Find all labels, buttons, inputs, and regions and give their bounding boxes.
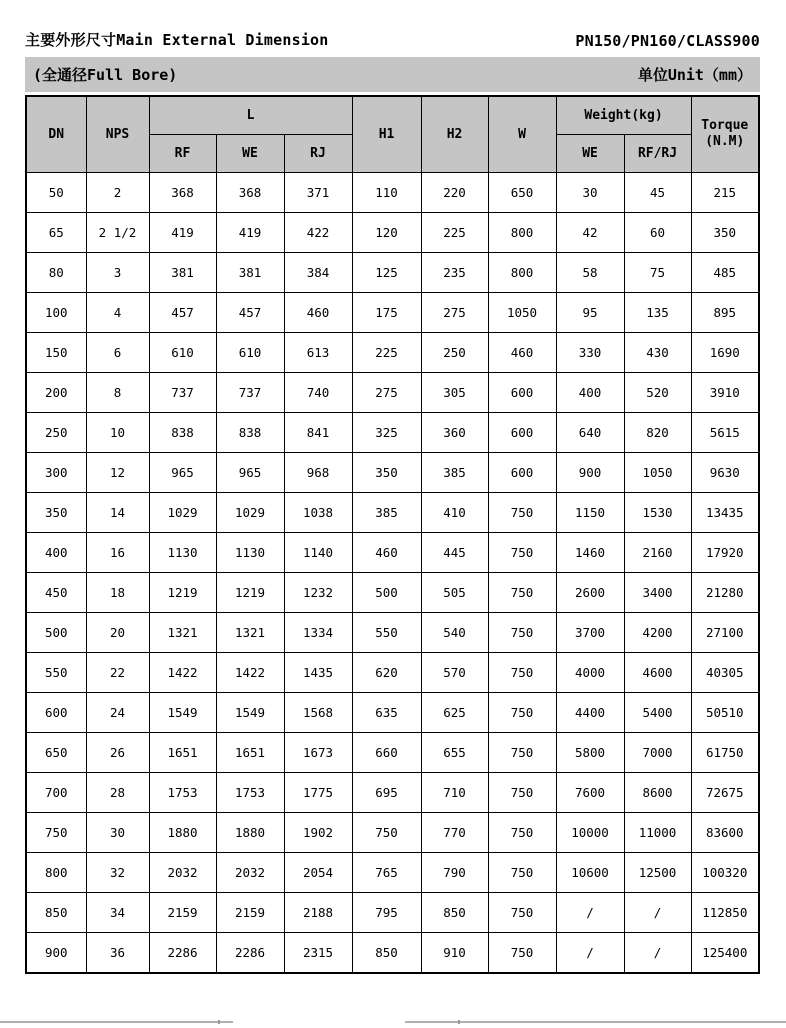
table-cell: 850 — [26, 892, 86, 932]
table-cell: 1673 — [284, 732, 352, 772]
table-cell: 8 — [86, 372, 149, 412]
table-cell: 610 — [149, 332, 216, 372]
table-cell: 650 — [26, 732, 86, 772]
col-header-l-rj: RJ — [284, 134, 352, 172]
table-cell: 12500 — [624, 852, 691, 892]
bore-type-label: (全通径Full Bore) — [33, 66, 178, 84]
table-cell: 695 — [352, 772, 421, 812]
table-row — [26, 852, 759, 892]
col-group-weight: Weight(kg) — [556, 96, 691, 134]
table-cell: 2160 — [624, 532, 691, 572]
table-cell: 1130 — [216, 532, 284, 572]
table-cell: 740 — [284, 372, 352, 412]
table-cell: 120 — [352, 212, 421, 252]
table-cell: 710 — [421, 772, 488, 812]
table-cell: 422 — [284, 212, 352, 252]
table-cell: 450 — [26, 572, 86, 612]
table-cell: 1029 — [216, 492, 284, 532]
table-cell: 2188 — [284, 892, 352, 932]
table-cell: 368 — [216, 172, 284, 212]
table-cell: / — [624, 892, 691, 932]
table-cell: 635 — [352, 692, 421, 732]
col-header-torque — [691, 96, 759, 172]
next-section-top-rule-left — [0, 1021, 233, 1023]
table-cell: 2315 — [284, 932, 352, 973]
table-row — [26, 692, 759, 732]
table-cell: 660 — [352, 732, 421, 772]
table-cell: 2 — [86, 172, 149, 212]
table-cell: 1334 — [284, 612, 352, 652]
table-cell: 790 — [421, 852, 488, 892]
table-cell: 6 — [86, 332, 149, 372]
table-cell: 12 — [86, 452, 149, 492]
table-cell: 112850 — [691, 892, 759, 932]
table-cell: 330 — [556, 332, 624, 372]
table-cell: 10000 — [556, 812, 624, 852]
col-header-w: W — [488, 96, 556, 172]
table-cell: 40305 — [691, 652, 759, 692]
table-cell: 3700 — [556, 612, 624, 652]
table-cell: 65 — [26, 212, 86, 252]
table-cell: 910 — [421, 932, 488, 973]
table-cell: 4600 — [624, 652, 691, 692]
table-cell: 1530 — [624, 492, 691, 532]
table-cell: 225 — [421, 212, 488, 252]
table-cell: 968 — [284, 452, 352, 492]
table-cell: 36 — [86, 932, 149, 973]
table-header — [26, 96, 759, 172]
table-cell: 613 — [284, 332, 352, 372]
unit-label: 单位Unit（mm） — [637, 66, 752, 84]
table-cell: / — [556, 932, 624, 973]
table-cell: 5615 — [691, 412, 759, 452]
table-cell: 300 — [26, 452, 86, 492]
table-cell: 42 — [556, 212, 624, 252]
table-cell: 700 — [26, 772, 86, 812]
torque-label-line1: Torque — [701, 118, 749, 133]
table-cell: 235 — [421, 252, 488, 292]
table-cell: 460 — [352, 532, 421, 572]
table-row — [26, 252, 759, 292]
table-cell: 2600 — [556, 572, 624, 612]
table-row — [26, 652, 759, 692]
table-cell: 215 — [691, 172, 759, 212]
pressure-class-label: PN150/PN160/CLASS900 — [575, 32, 760, 50]
table-cell: 11000 — [624, 812, 691, 852]
table-cell: 419 — [216, 212, 284, 252]
col-header-l-we: WE — [216, 134, 284, 172]
table-cell: 2032 — [149, 852, 216, 892]
table-cell: 640 — [556, 412, 624, 452]
table-cell: 125400 — [691, 932, 759, 973]
table-cell: 385 — [421, 452, 488, 492]
table-cell: 22 — [86, 652, 149, 692]
table-cell: 18 — [86, 572, 149, 612]
table-cell: 750 — [488, 652, 556, 692]
table-cell: 800 — [26, 852, 86, 892]
table-cell: 765 — [352, 852, 421, 892]
table-cell: 2159 — [216, 892, 284, 932]
table-cell: 150 — [26, 332, 86, 372]
table-cell: 850 — [421, 892, 488, 932]
table-cell: 1219 — [216, 572, 284, 612]
next-section-column-tick — [458, 1020, 460, 1024]
table-cell: 110 — [352, 172, 421, 212]
table-cell: 750 — [488, 812, 556, 852]
table-cell: 400 — [556, 372, 624, 412]
table-cell: 1753 — [216, 772, 284, 812]
table-cell: 750 — [488, 532, 556, 572]
table-cell: 5800 — [556, 732, 624, 772]
table-cell: 841 — [284, 412, 352, 452]
table-cell: 600 — [26, 692, 86, 732]
table-cell: 3400 — [624, 572, 691, 612]
table-cell: 800 — [488, 252, 556, 292]
table-cell: 72675 — [691, 772, 759, 812]
table-cell: 10600 — [556, 852, 624, 892]
table-cell: 419 — [149, 212, 216, 252]
table-cell: 1219 — [149, 572, 216, 612]
table-cell: 838 — [216, 412, 284, 452]
table-cell: 1150 — [556, 492, 624, 532]
table-cell: 1651 — [216, 732, 284, 772]
table-cell: 3 — [86, 252, 149, 292]
table-cell: 600 — [488, 372, 556, 412]
table-cell: 4200 — [624, 612, 691, 652]
table-cell: 1321 — [149, 612, 216, 652]
table-cell: 800 — [488, 212, 556, 252]
table-cell: 570 — [421, 652, 488, 692]
col-header-weight-rfrj: RF/RJ — [624, 134, 691, 172]
table-cell: 45 — [624, 172, 691, 212]
table-row — [26, 372, 759, 412]
table-cell: 520 — [624, 372, 691, 412]
table-cell: 2 1/2 — [86, 212, 149, 252]
table-cell: 27100 — [691, 612, 759, 652]
subtitle-bar — [25, 57, 760, 92]
table-cell: 750 — [488, 732, 556, 772]
table-cell: 381 — [149, 252, 216, 292]
table-cell: 795 — [352, 892, 421, 932]
table-cell: 14 — [86, 492, 149, 532]
table-cell: 2054 — [284, 852, 352, 892]
table-cell: 900 — [556, 452, 624, 492]
table-cell: 30 — [86, 812, 149, 852]
table-cell: 350 — [691, 212, 759, 252]
table-cell: 1232 — [284, 572, 352, 612]
table-cell: 26 — [86, 732, 149, 772]
table-cell: 2159 — [149, 892, 216, 932]
table-cell: 430 — [624, 332, 691, 372]
table-cell: 61750 — [691, 732, 759, 772]
table-cell: 3910 — [691, 372, 759, 412]
table-cell: 770 — [421, 812, 488, 852]
table-cell: 485 — [691, 252, 759, 292]
table-cell: 737 — [149, 372, 216, 412]
table-cell: 965 — [149, 452, 216, 492]
table-cell: 750 — [488, 572, 556, 612]
table-cell: 620 — [352, 652, 421, 692]
table-row — [26, 812, 759, 852]
table-cell: 1140 — [284, 532, 352, 572]
table-cell: 505 — [421, 572, 488, 612]
torque-label-line2: (N.M) — [705, 134, 745, 150]
table-row — [26, 932, 759, 973]
table-cell: 600 — [488, 452, 556, 492]
dimension-table — [25, 95, 760, 974]
table-row — [26, 612, 759, 652]
table-cell: 610 — [216, 332, 284, 372]
table-cell: 381 — [216, 252, 284, 292]
table-cell: 2032 — [216, 852, 284, 892]
table-cell: 80 — [26, 252, 86, 292]
table-cell: 410 — [421, 492, 488, 532]
table-cell: 1775 — [284, 772, 352, 812]
table-cell: 1568 — [284, 692, 352, 732]
table-cell: 5400 — [624, 692, 691, 732]
table-cell: 550 — [352, 612, 421, 652]
table-cell: 58 — [556, 252, 624, 292]
table-cell: 350 — [26, 492, 86, 532]
table-cell: 1422 — [216, 652, 284, 692]
table-cell: 965 — [216, 452, 284, 492]
table-cell: / — [624, 932, 691, 973]
table-cell: 1422 — [149, 652, 216, 692]
table-cell: 750 — [488, 772, 556, 812]
table-row — [26, 732, 759, 772]
table-cell: 750 — [488, 932, 556, 973]
table-cell: 4000 — [556, 652, 624, 692]
col-header-l-rf: RF — [149, 134, 216, 172]
table-cell: 75 — [624, 252, 691, 292]
next-section-column-tick — [218, 1020, 220, 1024]
table-cell: 655 — [421, 732, 488, 772]
table-cell: 50510 — [691, 692, 759, 732]
table-cell: 1460 — [556, 532, 624, 572]
col-group-length: L — [149, 96, 352, 134]
table-cell: 2286 — [149, 932, 216, 973]
table-cell: 13435 — [691, 492, 759, 532]
table-cell: 1029 — [149, 492, 216, 532]
table-cell: 445 — [421, 532, 488, 572]
title-bar — [25, 0, 760, 57]
table-row — [26, 332, 759, 372]
table-cell: 9630 — [691, 452, 759, 492]
table-cell: 95 — [556, 292, 624, 332]
table-cell: 60 — [624, 212, 691, 252]
table-cell: 21280 — [691, 572, 759, 612]
table-cell: 250 — [421, 332, 488, 372]
table-cell: / — [556, 892, 624, 932]
table-cell: 32 — [86, 852, 149, 892]
col-header-weight-we: WE — [556, 134, 624, 172]
table-cell: 540 — [421, 612, 488, 652]
table-cell: 30 — [556, 172, 624, 212]
table-cell: 1690 — [691, 332, 759, 372]
table-cell: 368 — [149, 172, 216, 212]
next-section-top-rule-right — [405, 1021, 786, 1023]
table-cell: 460 — [488, 332, 556, 372]
table-cell: 1880 — [216, 812, 284, 852]
table-row — [26, 412, 759, 452]
table-cell: 360 — [421, 412, 488, 452]
table-cell: 8600 — [624, 772, 691, 812]
table-cell: 16 — [86, 532, 149, 572]
table-cell: 1050 — [488, 292, 556, 332]
table-cell: 100 — [26, 292, 86, 332]
table-cell: 275 — [421, 292, 488, 332]
table-cell: 50 — [26, 172, 86, 212]
table-cell: 2286 — [216, 932, 284, 973]
table-cell: 305 — [421, 372, 488, 412]
table-cell: 750 — [26, 812, 86, 852]
col-header-nps: NPS — [86, 96, 149, 172]
table-cell: 250 — [26, 412, 86, 452]
table-cell: 200 — [26, 372, 86, 412]
table-cell: 737 — [216, 372, 284, 412]
table-cell: 400 — [26, 532, 86, 572]
table-cell: 1549 — [149, 692, 216, 732]
table-cell: 750 — [488, 692, 556, 732]
table-cell: 1880 — [149, 812, 216, 852]
table-cell: 17920 — [691, 532, 759, 572]
table-cell: 1050 — [624, 452, 691, 492]
table-cell: 4 — [86, 292, 149, 332]
table-cell: 28 — [86, 772, 149, 812]
table-cell: 7600 — [556, 772, 624, 812]
table-cell: 750 — [488, 892, 556, 932]
table-cell: 750 — [488, 492, 556, 532]
table-cell: 625 — [421, 692, 488, 732]
table-cell: 275 — [352, 372, 421, 412]
table-cell: 225 — [352, 332, 421, 372]
table-cell: 100320 — [691, 852, 759, 892]
table-cell: 1130 — [149, 532, 216, 572]
table-cell: 20 — [86, 612, 149, 652]
table-row — [26, 452, 759, 492]
table-cell: 1038 — [284, 492, 352, 532]
page-title: 主要外形尺寸Main External Dimension — [25, 31, 329, 49]
table-cell: 371 — [284, 172, 352, 212]
table-cell: 457 — [149, 292, 216, 332]
table-cell: 600 — [488, 412, 556, 452]
dimension-sheet — [25, 0, 760, 974]
table-cell: 650 — [488, 172, 556, 212]
col-header-h1: H1 — [352, 96, 421, 172]
table-cell: 750 — [352, 812, 421, 852]
table-cell: 125 — [352, 252, 421, 292]
col-header-dn: DN — [26, 96, 86, 172]
table-row — [26, 492, 759, 532]
table-cell: 457 — [216, 292, 284, 332]
table-cell: 820 — [624, 412, 691, 452]
table-cell: 1549 — [216, 692, 284, 732]
table-row — [26, 892, 759, 932]
table-cell: 750 — [488, 852, 556, 892]
table-row — [26, 772, 759, 812]
table-cell: 550 — [26, 652, 86, 692]
table-cell: 750 — [488, 612, 556, 652]
table-cell: 850 — [352, 932, 421, 973]
table-cell: 460 — [284, 292, 352, 332]
table-cell: 900 — [26, 932, 86, 973]
table-cell: 1753 — [149, 772, 216, 812]
table-row — [26, 292, 759, 332]
table-cell: 83600 — [691, 812, 759, 852]
table-cell: 350 — [352, 452, 421, 492]
table-cell: 1651 — [149, 732, 216, 772]
table-cell: 175 — [352, 292, 421, 332]
table-cell: 34 — [86, 892, 149, 932]
table-cell: 7000 — [624, 732, 691, 772]
table-cell: 24 — [86, 692, 149, 732]
table-cell: 135 — [624, 292, 691, 332]
table-cell: 325 — [352, 412, 421, 452]
table-cell: 220 — [421, 172, 488, 212]
table-cell: 1435 — [284, 652, 352, 692]
table-cell: 1321 — [216, 612, 284, 652]
table-row — [26, 532, 759, 572]
table-row — [26, 572, 759, 612]
table-cell: 384 — [284, 252, 352, 292]
table-cell: 10 — [86, 412, 149, 452]
table-cell: 500 — [352, 572, 421, 612]
table-row — [26, 212, 759, 252]
table-cell: 895 — [691, 292, 759, 332]
col-header-h2: H2 — [421, 96, 488, 172]
table-cell: 500 — [26, 612, 86, 652]
table-cell: 838 — [149, 412, 216, 452]
table-row — [26, 172, 759, 212]
table-cell: 4400 — [556, 692, 624, 732]
table-cell: 1902 — [284, 812, 352, 852]
table-cell: 385 — [352, 492, 421, 532]
table-body — [26, 172, 759, 973]
